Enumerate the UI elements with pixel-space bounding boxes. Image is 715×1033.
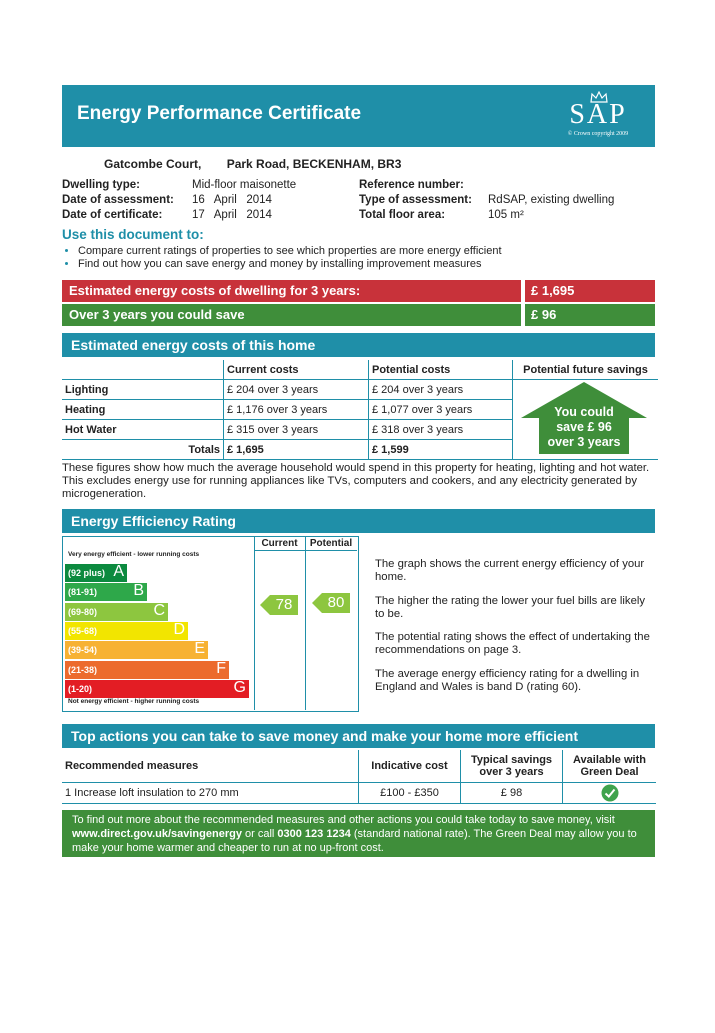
estimated-cost-value: £ 1,695 [525,280,655,302]
assessment-date-label: Date of assessment: [62,194,174,206]
sap-logo-text: SAP [569,99,627,130]
measure-cost: £100 - £350 [359,782,461,803]
header-banner [62,85,655,147]
page-title: Energy Performance Certificate [77,103,362,124]
energy-costs-table [62,360,658,460]
actions-table [62,750,656,804]
band-range: (55-68) [68,625,98,636]
certificate-month: April [213,209,237,221]
savings-bar [62,304,655,326]
list-item: • Find out how you can save energy and money by installing improvement measures [78,258,638,270]
certificate-year: 2014 [246,209,272,221]
assessment-day: 16 [192,194,205,206]
potential-rating-marker [312,593,350,618]
savings-value: £ 96 [525,304,655,326]
property-address [104,157,423,171]
potential-rating-value: 80 [327,594,345,611]
costs-explanation: These figures show how much the average household would spend in this property for heating, lighting and hot water. This excludes energy use for running appliances like TVs, computers and cookers, and any electricity generated by microgeneration. [62,462,650,500]
footer-info [62,810,655,857]
band-range: (21-38) [68,664,98,675]
use-document-list [62,244,638,271]
rating-text-2: The higher the rating the lower your fuel bills are likely to be. [375,595,646,620]
band-range: (81-91) [68,587,98,598]
row-label: Heating [65,403,106,416]
assessment-type-value: RdSAP, existing dwelling [488,194,615,206]
measure-savings: £ 98 [461,782,563,803]
list-item: • Compare current ratings of properties to see which properties are more energy efficient [78,245,638,257]
address-part1: Gatcombe Court, [104,157,202,171]
total-potential: £ 1,599 [369,440,513,460]
certificate-date-label: Date of certificate: [62,209,163,221]
savings-label: Over 3 years you could save [62,304,521,326]
rating-text-3: The potential rating shows the effect of undertaking the recommendations on page 3. [375,631,650,656]
top-note: Very energy efficient - lower running costs [68,551,200,558]
row-current: £ 315 over 3 years [224,420,369,440]
estimated-cost-label: Estimated energy costs of dwelling for 3 years: [62,280,521,302]
band-letter: B [133,582,144,600]
row-potential: £ 204 over 3 years [369,380,513,400]
current-rating-marker [260,595,298,620]
cost-header: Indicative cost [359,750,461,782]
potential-column-header: Potential [309,538,353,549]
band-letter: C [153,601,165,619]
savings-arrow-cell [513,380,659,460]
table-row [62,782,656,803]
band-range: (39-54) [68,645,98,656]
assessment-year: 2014 [246,194,272,206]
floor-area-value: 105 m² [488,209,524,221]
assessment-month: April [213,194,237,206]
assessment-date-value [192,194,272,206]
totals-label: Totals [62,440,224,460]
band-letter: F [216,659,226,677]
current-rating-value: 78 [275,596,293,613]
sap-copyright: © Crown copyright 2009 [567,131,629,137]
savingenergy-link[interactable]: www.direct.gov.uk/savingenergy [72,828,242,840]
measure-text: 1 Increase loft insulation to 270 mm [65,786,239,799]
band-letter: E [194,640,205,658]
reference-label: Reference number: [359,179,464,191]
rating-band-g [65,680,249,698]
sap-logo [553,89,643,143]
rating-band-f [65,661,229,679]
rating-band-c [65,603,168,621]
rating-band-a [65,564,127,582]
footer-text-3: (standard national rate). The Green Deal may allow you to make your home warmer and cheaper to run at no up-front cost. [72,828,637,854]
floor-area-label: Total floor area: [359,209,446,221]
total-current: £ 1,695 [224,440,369,460]
band-range: (69-80) [68,606,98,617]
use-document-heading: Use this document to: [62,227,204,242]
current-costs-header: Current costs [224,360,369,380]
row-potential: £ 318 over 3 years [369,420,513,440]
phone-number: 0300 123 1234 [277,828,351,840]
certificate-date-value [192,209,272,221]
measures-header: Recommended measures [65,759,199,772]
potential-costs-header: Potential costs [369,360,513,380]
top-actions-heading: Top actions you can take to save money and make your home more efficient [62,724,655,748]
row-potential: £ 1,077 over 3 years [369,400,513,420]
energy-costs-heading: Estimated energy costs of this home [62,333,655,357]
green-deal-header: Available with Green Deal [563,750,657,782]
footer-text-2: or call [241,828,278,840]
row-current: £ 204 over 3 years [224,380,369,400]
band-letter: D [173,620,185,638]
rating-text-1: The graph shows the current energy efficiency of your home. [375,558,645,583]
bottom-note: Not energy efficient - higher running costs [68,698,200,705]
address-part2: Park Road, BECKENHAM, BR3 [226,157,402,171]
crown-icon [590,91,608,103]
certificate-day: 17 [192,209,205,221]
savings-arrow-text: You could save £ 96 over 3 years [547,405,621,449]
dwelling-type-label: Dwelling type: [62,179,140,191]
efficiency-rating-heading: Energy Efficiency Rating [62,509,655,533]
rating-band-b [65,583,147,601]
table-row [62,380,658,400]
band-range: (92 plus) [68,568,106,578]
row-label: Hot Water [65,423,117,436]
footer-text-1: To find out more about the recommended measures and other actions you could take today to save money, visit [72,814,615,826]
rating-text-4: The average energy efficiency rating for a dwelling in England and Wales is band D (rating 60). [375,668,640,693]
rating-band-e [65,641,208,659]
current-column-header: Current [261,538,298,549]
band-letter: A [113,563,124,580]
savings-header: Typical savings over 3 years [461,750,563,782]
row-current: £ 1,176 over 3 years [224,400,369,420]
dwelling-type-value: Mid-floor maisonette [192,179,297,191]
future-savings-header: Potential future savings [513,360,659,380]
assessment-type-label: Type of assessment: [359,194,472,206]
estimated-cost-bar [62,280,655,302]
rating-band-d [65,622,188,640]
band-letter: G [233,678,246,696]
band-range: (1-20) [68,683,93,694]
row-label: Lighting [65,383,109,396]
check-circle-icon [601,784,619,802]
